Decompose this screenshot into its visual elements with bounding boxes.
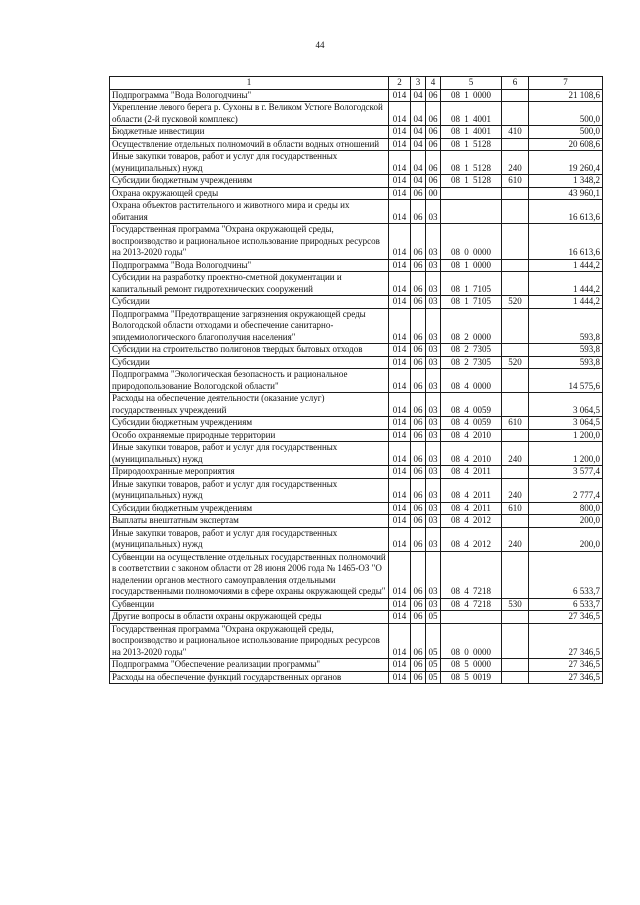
gr-code-cell: 014	[389, 515, 411, 528]
expense-type-cell	[502, 369, 529, 393]
row-name-cell: Расходы на обеспечение функций государственных органов	[110, 671, 389, 684]
gr-code-cell: 014	[389, 175, 411, 188]
subsection-code-cell: 05	[426, 623, 441, 659]
target-article-cell: 08 1 7105	[441, 272, 502, 296]
header-row	[110, 77, 603, 90]
target-article-cell: 08 4 2011	[441, 466, 502, 479]
gr-code-cell: 014	[389, 478, 411, 502]
amount-cell: 19 260,4	[529, 151, 603, 175]
row-name-cell: Субсидии бюджетным учреждениям	[110, 175, 389, 188]
section-code-cell: 04	[411, 138, 426, 151]
row-name-cell: Субсидии бюджетным учреждениям	[110, 502, 389, 515]
subsection-code-cell: 03	[426, 344, 441, 357]
expense-type-cell	[502, 200, 529, 224]
subsection-code-cell: 03	[426, 598, 441, 611]
row-name-cell: Осуществление отдельных полномочий в области водных отношений	[110, 138, 389, 151]
table-row	[110, 151, 603, 175]
table-row	[110, 272, 603, 296]
subsection-code-cell: 06	[426, 89, 441, 102]
table-row	[110, 89, 603, 102]
expense-type-cell	[502, 466, 529, 479]
amount-cell: 800,0	[529, 502, 603, 515]
target-article-cell: 08 1 5128	[441, 138, 502, 151]
table-row	[110, 659, 603, 672]
gr-code-cell: 014	[389, 393, 411, 417]
amount-cell: 1 444,2	[529, 296, 603, 309]
column-header: 4	[426, 77, 441, 90]
amount-cell: 21 108,6	[529, 89, 603, 102]
amount-cell: 6 533,7	[529, 598, 603, 611]
amount-cell: 1 200,0	[529, 442, 603, 466]
table-row	[110, 344, 603, 357]
section-code-cell: 04	[411, 89, 426, 102]
section-code-cell: 04	[411, 175, 426, 188]
section-code-cell: 06	[411, 308, 426, 344]
subsection-code-cell: 03	[426, 272, 441, 296]
row-name-cell: Укрепление левого берега р. Сухоны в г. Великом Устюге Вологодской области (2-й пусковой комплекс)	[110, 102, 389, 126]
row-name-cell: Иные закупки товаров, работ и услуг для государственных (муниципальных) нужд	[110, 442, 389, 466]
row-name-cell: Иные закупки товаров, работ и услуг для государственных (муниципальных) нужд	[110, 478, 389, 502]
table-row	[110, 478, 603, 502]
section-code-cell: 04	[411, 126, 426, 139]
subsection-code-cell: 03	[426, 296, 441, 309]
subsection-code-cell: 05	[426, 611, 441, 624]
target-article-cell: 08 1 7105	[441, 296, 502, 309]
target-article-cell: 08 0 0000	[441, 623, 502, 659]
expense-type-cell	[502, 671, 529, 684]
row-name-cell: Субсидии на строительство полигонов твердых бытовых отходов	[110, 344, 389, 357]
gr-code-cell: 014	[389, 466, 411, 479]
section-code-cell: 06	[411, 671, 426, 684]
gr-code-cell: 014	[389, 356, 411, 369]
amount-cell: 27 346,5	[529, 611, 603, 624]
target-article-cell: 08 5 0000	[441, 659, 502, 672]
column-header: 6	[502, 77, 529, 90]
amount-cell: 3 577,4	[529, 466, 603, 479]
expense-type-cell: 240	[502, 478, 529, 502]
expense-type-cell: 520	[502, 356, 529, 369]
expense-type-cell: 610	[502, 175, 529, 188]
target-article-cell: 08 4 0059	[441, 393, 502, 417]
gr-code-cell: 014	[389, 296, 411, 309]
row-name-cell: Природоохранные мероприятия	[110, 466, 389, 479]
subsection-code-cell: 06	[426, 151, 441, 175]
target-article-cell: 08 4 0059	[441, 417, 502, 430]
amount-cell: 6 533,7	[529, 551, 603, 598]
table-row	[110, 598, 603, 611]
target-article-cell: 08 2 7305	[441, 344, 502, 357]
amount-cell: 500,0	[529, 126, 603, 139]
subsection-code-cell: 03	[426, 308, 441, 344]
expense-type-cell	[502, 611, 529, 624]
table-row	[110, 175, 603, 188]
table-row	[110, 224, 603, 260]
amount-cell: 200,0	[529, 515, 603, 528]
table-row	[110, 356, 603, 369]
section-code-cell: 06	[411, 429, 426, 442]
section-code-cell: 06	[411, 659, 426, 672]
expense-type-cell: 530	[502, 598, 529, 611]
gr-code-cell: 014	[389, 611, 411, 624]
table-row	[110, 200, 603, 224]
gr-code-cell: 014	[389, 442, 411, 466]
row-name-cell: Подпрограмма "Предотвращение загрязнения окружающей среды Вологодской области отходами и обеспечение санитарно-эпидемиологического благополучия населения"	[110, 308, 389, 344]
expense-type-cell	[502, 623, 529, 659]
section-code-cell: 04	[411, 102, 426, 126]
target-article-cell: 08 1 5128	[441, 151, 502, 175]
amount-cell: 2 777,4	[529, 478, 603, 502]
subsection-code-cell: 03	[426, 466, 441, 479]
amount-cell: 593,8	[529, 308, 603, 344]
row-name-cell: Особо охраняемые природные территории	[110, 429, 389, 442]
table-row	[110, 393, 603, 417]
target-article-cell: 08 4 2010	[441, 442, 502, 466]
amount-cell: 20 608,6	[529, 138, 603, 151]
subsection-code-cell: 03	[426, 356, 441, 369]
subsection-code-cell: 06	[426, 102, 441, 126]
section-code-cell: 06	[411, 623, 426, 659]
section-code-cell: 06	[411, 527, 426, 551]
table-row	[110, 671, 603, 684]
section-code-cell: 06	[411, 598, 426, 611]
target-article-cell: 08 1 4001	[441, 102, 502, 126]
table-row	[110, 259, 603, 272]
subsection-code-cell: 03	[426, 224, 441, 260]
row-name-cell: Государственная программа "Охрана окружающей среды, воспроизводство и рациональное использование природных ресурсов на 2013-2020 годы"	[110, 224, 389, 260]
section-code-cell: 06	[411, 466, 426, 479]
expense-type-cell	[502, 515, 529, 528]
expense-type-cell	[502, 393, 529, 417]
subsection-code-cell: 03	[426, 200, 441, 224]
budget-table	[109, 76, 603, 684]
gr-code-cell: 014	[389, 551, 411, 598]
row-name-cell: Подпрограмма "Обеспечение реализации программы"	[110, 659, 389, 672]
expense-type-cell	[502, 224, 529, 260]
amount-cell: 14 575,6	[529, 369, 603, 393]
target-article-cell	[441, 200, 502, 224]
amount-cell: 200,0	[529, 527, 603, 551]
gr-code-cell: 014	[389, 502, 411, 515]
gr-code-cell: 014	[389, 89, 411, 102]
column-header: 7	[529, 77, 603, 90]
amount-cell: 1 348,2	[529, 175, 603, 188]
target-article-cell: 08 4 0000	[441, 369, 502, 393]
amount-cell: 27 346,5	[529, 671, 603, 684]
amount-cell: 1 444,2	[529, 272, 603, 296]
subsection-code-cell: 03	[426, 369, 441, 393]
expense-type-cell	[502, 551, 529, 598]
expense-type-cell	[502, 344, 529, 357]
table-row	[110, 296, 603, 309]
amount-cell: 3 064,5	[529, 417, 603, 430]
gr-code-cell: 014	[389, 259, 411, 272]
target-article-cell: 08 4 2011	[441, 478, 502, 502]
amount-cell: 1 444,2	[529, 259, 603, 272]
section-code-cell: 06	[411, 224, 426, 260]
expense-type-cell	[502, 102, 529, 126]
target-article-cell: 08 4 7218	[441, 551, 502, 598]
subsection-code-cell: 06	[426, 126, 441, 139]
amount-cell: 593,8	[529, 344, 603, 357]
row-name-cell: Субвенции	[110, 598, 389, 611]
subsection-code-cell: 03	[426, 527, 441, 551]
section-code-cell: 06	[411, 502, 426, 515]
row-name-cell: Субсидии бюджетным учреждениям	[110, 417, 389, 430]
section-code-cell: 06	[411, 187, 426, 200]
table-row	[110, 126, 603, 139]
gr-code-cell: 014	[389, 187, 411, 200]
gr-code-cell: 014	[389, 126, 411, 139]
section-code-cell: 06	[411, 442, 426, 466]
row-name-cell: Субсидии	[110, 356, 389, 369]
amount-cell: 500,0	[529, 102, 603, 126]
expense-type-cell	[502, 89, 529, 102]
target-article-cell: 08 5 0019	[441, 671, 502, 684]
amount-cell: 27 346,5	[529, 659, 603, 672]
row-name-cell: Субсидии	[110, 296, 389, 309]
gr-code-cell: 014	[389, 344, 411, 357]
expense-type-cell: 240	[502, 151, 529, 175]
table-row	[110, 466, 603, 479]
amount-cell: 16 613,6	[529, 224, 603, 260]
expense-type-cell	[502, 259, 529, 272]
expense-type-cell	[502, 187, 529, 200]
section-code-cell: 06	[411, 551, 426, 598]
subsection-code-cell: 03	[426, 442, 441, 466]
target-article-cell: 08 2 7305	[441, 356, 502, 369]
gr-code-cell: 014	[389, 429, 411, 442]
table-row	[110, 429, 603, 442]
gr-code-cell: 014	[389, 671, 411, 684]
target-article-cell: 08 4 7218	[441, 598, 502, 611]
table-row	[110, 442, 603, 466]
target-article-cell: 08 4 2010	[441, 429, 502, 442]
row-name-cell: Иные закупки товаров, работ и услуг для государственных (муниципальных) нужд	[110, 151, 389, 175]
gr-code-cell: 014	[389, 659, 411, 672]
expense-type-cell: 520	[502, 296, 529, 309]
target-article-cell: 08 2 0000	[441, 308, 502, 344]
column-header: 3	[411, 77, 426, 90]
section-code-cell: 06	[411, 417, 426, 430]
target-article-cell	[441, 187, 502, 200]
row-name-cell: Подпрограмма "Экологическая безопасность и рациональное природопользование Вологодской области"	[110, 369, 389, 393]
row-name-cell: Другие вопросы в области охраны окружающей среды	[110, 611, 389, 624]
expense-type-cell	[502, 272, 529, 296]
section-code-cell: 06	[411, 515, 426, 528]
table-row	[110, 527, 603, 551]
row-name-cell: Государственная программа "Охрана окружающей среды, воспроизводство и рациональное использование природных ресурсов на 2013-2020 годы"	[110, 623, 389, 659]
page-number: 44	[315, 40, 325, 50]
table-row	[110, 502, 603, 515]
section-code-cell: 06	[411, 369, 426, 393]
amount-cell: 593,8	[529, 356, 603, 369]
section-code-cell: 06	[411, 344, 426, 357]
row-name-cell: Иные закупки товаров, работ и услуг для государственных (муниципальных) нужд	[110, 527, 389, 551]
table-row	[110, 551, 603, 598]
row-name-cell: Расходы на обеспечение деятельности (оказание услуг) государственных учреждений	[110, 393, 389, 417]
gr-code-cell: 014	[389, 623, 411, 659]
gr-code-cell: 014	[389, 308, 411, 344]
expense-type-cell: 610	[502, 417, 529, 430]
subsection-code-cell: 03	[426, 393, 441, 417]
table-row	[110, 138, 603, 151]
row-name-cell: Подпрограмма "Вода Вологодчины"	[110, 259, 389, 272]
target-article-cell: 08 1 4001	[441, 126, 502, 139]
section-code-cell: 06	[411, 259, 426, 272]
expense-type-cell: 240	[502, 527, 529, 551]
amount-cell: 43 960,1	[529, 187, 603, 200]
section-code-cell: 06	[411, 611, 426, 624]
subsection-code-cell: 05	[426, 671, 441, 684]
subsection-code-cell: 06	[426, 138, 441, 151]
subsection-code-cell: 03	[426, 259, 441, 272]
section-code-cell: 06	[411, 478, 426, 502]
gr-code-cell: 014	[389, 527, 411, 551]
expense-type-cell	[502, 138, 529, 151]
target-article-cell: 08 4 2012	[441, 527, 502, 551]
target-article-cell: 08 1 0000	[441, 89, 502, 102]
column-header: 2	[389, 77, 411, 90]
gr-code-cell: 014	[389, 598, 411, 611]
row-name-cell: Подпрограмма "Вода Вологодчины"	[110, 89, 389, 102]
section-code-cell: 06	[411, 200, 426, 224]
subsection-code-cell: 03	[426, 551, 441, 598]
gr-code-cell: 014	[389, 200, 411, 224]
subsection-code-cell: 03	[426, 429, 441, 442]
gr-code-cell: 014	[389, 102, 411, 126]
amount-cell: 16 613,6	[529, 200, 603, 224]
table-row	[110, 369, 603, 393]
target-article-cell: 08 4 2012	[441, 515, 502, 528]
amount-cell: 1 200,0	[529, 429, 603, 442]
subsection-code-cell: 03	[426, 515, 441, 528]
section-code-cell: 06	[411, 296, 426, 309]
expense-type-cell: 240	[502, 442, 529, 466]
gr-code-cell: 014	[389, 138, 411, 151]
table-row	[110, 417, 603, 430]
row-name-cell: Субвенции на осуществление отдельных государственных полномочий в соответствии с законом области от 28 июня 2006 года № 1465-ОЗ "О наделении органов местного самоуправления отдельными государственными полномочиями в сфере охраны окружающей среды"	[110, 551, 389, 598]
section-code-cell: 04	[411, 151, 426, 175]
target-article-cell: 08 1 0000	[441, 259, 502, 272]
target-article-cell: 08 4 2011	[441, 502, 502, 515]
row-name-cell: Охрана объектов растительного и животного мира и среды их обитания	[110, 200, 389, 224]
table-row	[110, 102, 603, 126]
subsection-code-cell: 00	[426, 187, 441, 200]
column-header: 5	[441, 77, 502, 90]
gr-code-cell: 014	[389, 369, 411, 393]
subsection-code-cell: 06	[426, 175, 441, 188]
table-row	[110, 308, 603, 344]
row-name-cell: Выплаты внештатным экспертам	[110, 515, 389, 528]
target-article-cell: 08 0 0000	[441, 224, 502, 260]
subsection-code-cell: 05	[426, 659, 441, 672]
gr-code-cell: 014	[389, 224, 411, 260]
subsection-code-cell: 03	[426, 478, 441, 502]
amount-cell: 3 064,5	[529, 393, 603, 417]
section-code-cell: 06	[411, 393, 426, 417]
expense-type-cell	[502, 429, 529, 442]
column-header: 1	[110, 77, 389, 90]
amount-cell: 27 346,5	[529, 623, 603, 659]
expense-type-cell	[502, 659, 529, 672]
gr-code-cell: 014	[389, 151, 411, 175]
expense-type-cell: 410	[502, 126, 529, 139]
row-name-cell: Охрана окружающей среды	[110, 187, 389, 200]
section-code-cell: 06	[411, 272, 426, 296]
subsection-code-cell: 03	[426, 417, 441, 430]
table-row	[110, 623, 603, 659]
row-name-cell: Субсидии на разработку проектно-сметной документации и капитальный ремонт гидротехнических сооружений	[110, 272, 389, 296]
target-article-cell	[441, 611, 502, 624]
table-row	[110, 611, 603, 624]
expense-type-cell: 610	[502, 502, 529, 515]
row-name-cell: Бюджетные инвестиции	[110, 126, 389, 139]
subsection-code-cell: 03	[426, 502, 441, 515]
table-row	[110, 187, 603, 200]
expense-type-cell	[502, 308, 529, 344]
gr-code-cell: 014	[389, 417, 411, 430]
gr-code-cell: 014	[389, 272, 411, 296]
target-article-cell: 08 1 5128	[441, 175, 502, 188]
table-row	[110, 515, 603, 528]
section-code-cell: 06	[411, 356, 426, 369]
